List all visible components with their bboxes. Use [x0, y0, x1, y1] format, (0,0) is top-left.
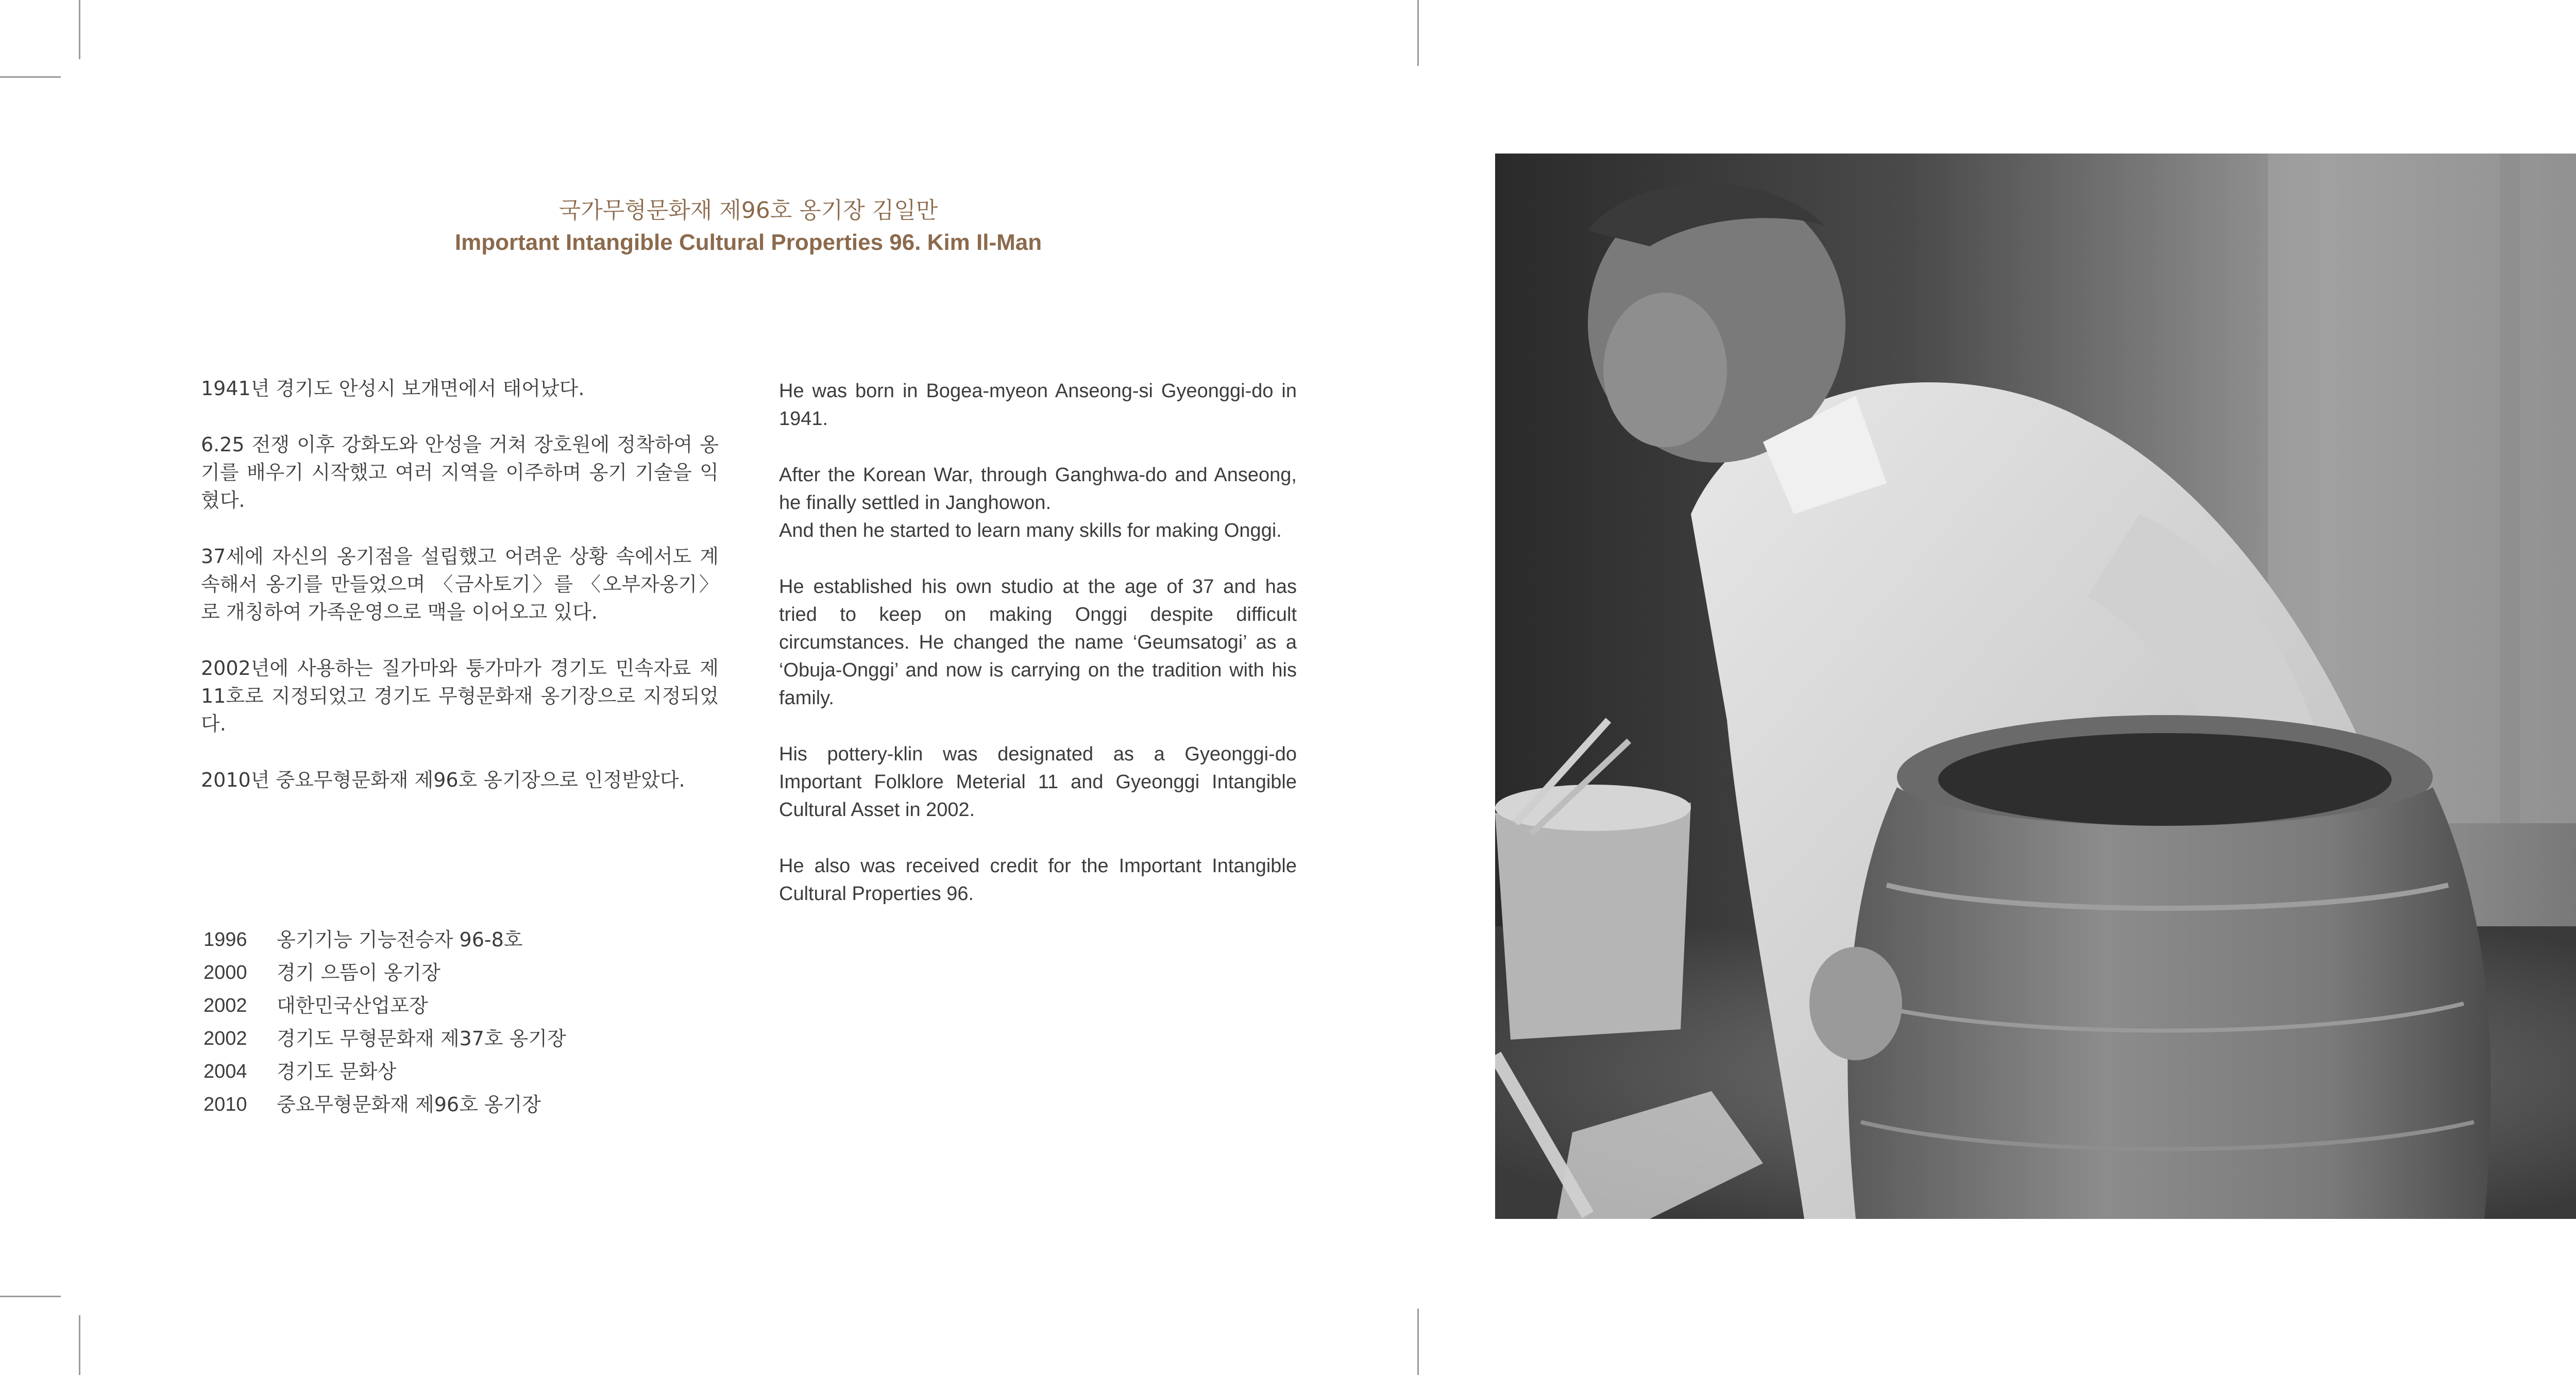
- history-year: 2002: [204, 995, 247, 1016]
- biography-korean: [201, 375, 719, 822]
- title-english: Important Intangible Cultural Properties 96. Kim Il-Man: [454, 230, 1042, 255]
- history-row: [204, 1022, 822, 1055]
- history-event: 경기도 문화상: [277, 1060, 397, 1083]
- crop-mark: [1417, 1309, 1419, 1375]
- history-event: 대한민국산업포장: [277, 994, 428, 1017]
- paragraph: And then he started to learn many skills for making Onggi.: [779, 520, 1282, 541]
- crop-mark: [79, 0, 80, 59]
- paragraph: After the Korean War, through Ganghwa-do and Anseong, he finally settled in Janghowon.: [779, 464, 1297, 514]
- crop-mark: [1417, 0, 1419, 66]
- paragraph: 2002년에 사용하는 질가마와 퉁가마가 경기도 민속자료 제11호로 지정되었고 경기도 무형문화재 옹기장으로 지정되었다.: [201, 657, 719, 735]
- history-row: [204, 1088, 822, 1121]
- history-row: [204, 956, 822, 989]
- potter-photograph: [1495, 154, 2576, 1219]
- history-event: 경기 으뜸이 옹기장: [277, 961, 440, 984]
- paragraph: He also was received credit for the Important Intangible Cultural Properties 96.: [779, 855, 1297, 905]
- crop-mark: [79, 1315, 80, 1375]
- history-year: 1996: [204, 929, 247, 950]
- history-row: [204, 1055, 822, 1088]
- potter-illustration: [1495, 154, 2576, 1219]
- paragraph: His pottery-klin was designated as a Gyeonggi-do Important Folklore Meterial 11 and Gyeonggi Intangible Cultural Asset in 2002.: [779, 743, 1297, 821]
- crop-mark: [0, 1296, 61, 1297]
- award-history: [204, 923, 822, 1121]
- paragraph: 2010년 중요무형문화재 제96호 옹기장으로 인정받았다.: [201, 769, 685, 791]
- paragraph: 37세에 자신의 옹기점을 설립했고 어려운 상황 속에서도 계속해서 옹기를 만들었으며 〈금사토기〉를 〈오부자옹기〉로 개칭하여 가족운영으로 맥을 이어오고 있다.: [201, 545, 719, 623]
- history-event: 옹기기능 기능전승자 96-8호: [277, 928, 523, 951]
- paragraph: 1941년 경기도 안성시 보개면에서 태어났다.: [201, 377, 585, 400]
- paragraph: 6.25 전쟁 이후 강화도와 안성을 거쳐 장호원에 정착하여 옹기를 배우기 시작했고 여러 지역을 이주하며 옹기 기술을 익혔다.: [201, 433, 719, 512]
- history-year: 2004: [204, 1061, 247, 1082]
- title-korean: 국가무형문화재 제96호 옹기장 김일만: [558, 197, 938, 224]
- paragraph: He was born in Bogea-myeon Anseong-si Gyeonggi-do in 1941.: [779, 380, 1297, 430]
- history-row: [204, 923, 822, 956]
- paragraph: He established his own studio at the age of 37 and has tried to keep on making Onggi despite difficult circumstances. He changed the name ‘Geumsatogi’ as a ‘Obuja-Onggi’ and now is carrying on the tradition with his family.: [779, 576, 1297, 709]
- page-title: [0, 195, 1497, 259]
- biography-english: [779, 377, 1297, 936]
- history-year: 2000: [204, 962, 247, 983]
- history-year: 2010: [204, 1094, 247, 1115]
- history-event: 경기도 무형문화재 제37호 옹기장: [277, 1027, 566, 1050]
- history-row: [204, 989, 822, 1022]
- history-year: 2002: [204, 1028, 247, 1049]
- crop-mark: [0, 76, 61, 78]
- history-event: 중요무형문화재 제96호 옹기장: [277, 1093, 541, 1116]
